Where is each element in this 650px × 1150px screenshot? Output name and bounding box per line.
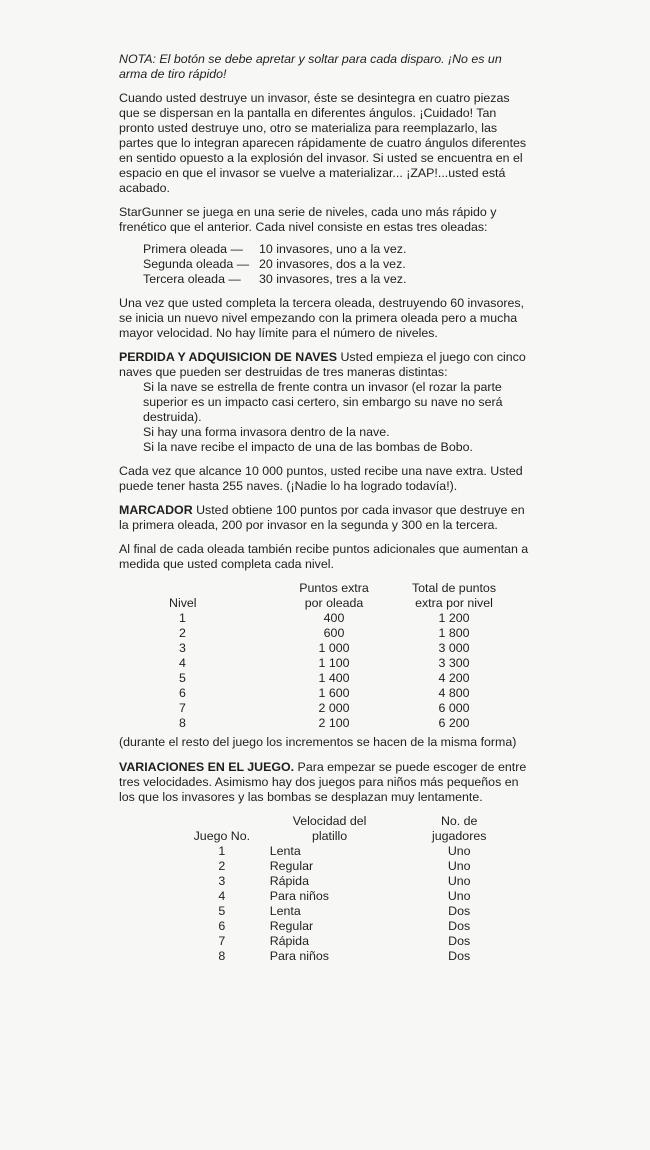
players-cell: Dos [448,934,471,948]
speed-cell: Para niños [269,889,329,903]
level-cell: 4 [179,656,186,670]
table-row [174,859,529,874]
new-level-paragraph: Una vez que usted completa la tercera oleada, destruyendo 60 invasores, se inicia un nuevo nivel empezando con la primera oleada pero a mucha mayor velocidad. No hay límite para el número de niveles. [119,296,525,340]
level-cell: 7 [179,701,186,715]
speed-cell: Para niños [269,949,329,963]
speed-cell: Lenta [269,844,301,858]
extra-cell: 1 600 [318,686,350,700]
col-header-players: jugadores [431,829,487,843]
table-row [174,874,529,889]
extra-cell: 2 100 [318,716,350,730]
table-row [174,844,529,859]
game-cell: 1 [218,844,226,858]
players-cell: Uno [447,844,471,858]
wave-label: Primera oleada — [143,242,243,256]
table-row [174,889,529,904]
wave-desc: 30 invasores, tres a la vez. [259,272,407,286]
level-cell: 3 [179,641,186,655]
extra-cell: 1 400 [318,671,350,685]
levels-paragraph: StarGunner se juega en una serie de niveles, cada uno más rápido y frenético que el anterior. Cada nivel consiste en estas tres oleadas: [119,205,497,234]
bonus-header-row [169,581,514,596]
col-header-total: extra por nivel [415,596,493,610]
extra-ship-paragraph: Cada vez que alcance 10 000 puntos, usted recibe una nave extra. Usted puede tener hasta 255 naves. (¡Nadie lo ha logrado todavía!). [119,464,523,493]
total-cell: 3 000 [438,641,470,655]
bonus-header-row [169,596,514,611]
players-cell: Uno [447,874,471,888]
col-header-speed: Velocidad del [292,814,367,828]
loss-item: Si la nave se estrella de frente contra un invasor (el rozar la parte superior es un impacto casi certero, sin embargo su nave no será destruida). [143,380,503,424]
total-cell: 3 300 [438,656,470,670]
table-row [169,626,514,641]
game-cell: 7 [218,934,226,948]
players-cell: Dos [448,949,471,963]
total-cell: 1 200 [438,611,470,625]
score-paragraph [119,503,529,533]
variations-paragraph [119,760,529,805]
extra-cell: 400 [323,611,345,625]
game-cell: 6 [218,919,226,933]
bonus-paragraph: Al final de cada oleada también recibe puntos adicionales que aumentan a medida que usted completa cada nivel. [119,542,529,571]
speed-cell: Regular [269,919,314,933]
table-row [169,641,514,656]
game-cell: 4 [218,889,226,903]
total-cell: 6 200 [438,716,470,730]
game-header-row [174,814,529,829]
table-row [169,716,514,731]
speed-cell: Lenta [269,904,301,918]
loss-list [143,380,529,455]
wave-item [143,257,529,272]
bonus-table [169,581,514,731]
game-header-row [174,829,529,844]
level-cell: 5 [179,671,186,685]
total-cell: 6 000 [438,701,470,715]
loss-item: Si la nave recibe el impacto de una de las bombas de Bobo. [143,440,473,454]
game-cell: 5 [218,904,226,918]
loss-text: Usted empieza el juego con cinco naves que pueden ser destruidas de tres maneras distintas: [119,350,526,379]
extra-cell: 600 [323,626,345,640]
table-row [174,904,529,919]
game-cell: 8 [218,949,226,963]
extra-cell: 1 000 [318,641,350,655]
table-row [174,934,529,949]
wave-item [143,272,529,287]
wave-desc: 10 invasores, uno a la vez. [259,242,407,256]
destroy-paragraph: Cuando usted destruye un invasor, éste se desintegra en cuatro piezas que se dispersan en la pantalla en diferentes ángulos. ¡Cuidado! Tan pronto usted destruye uno, otro se materializa para reemplazarlo, las partes que lo integran aparecen rápidamente de cuatro ángulos diferentes en sentido opuesto a la explosión del invasor. Si usted se encuentra en el espacio en que el invasor se vuelve a materializar... ¡ZAP!...usted está acabado. [119,91,527,195]
variations-text: Para empezar se puede escoger de entre tres velocidades. Asimismo hay dos juegos para niños más pequeños en los que los invasores y las bombas se desplazan muy lentamente. [119,760,527,804]
level-cell: 6 [179,686,186,700]
level-cell: 2 [179,626,186,640]
col-header-extra: por oleada [304,596,364,610]
col-header-extra: Puntos extra [299,581,369,595]
speed-cell: Rápida [269,874,309,888]
players-cell: Dos [448,919,471,933]
score-heading: MARCADOR [119,503,193,517]
col-header-game: Juego No. [193,829,251,843]
table-row [169,656,514,671]
level-cell: 8 [179,716,186,730]
wave-label: Segunda oleada — [143,257,250,271]
total-cell: 4 200 [438,671,470,685]
table-row [169,686,514,701]
col-header-speed: platillo [311,829,348,843]
col-header-total: Total de puntos [411,581,497,595]
score-text: Usted obtiene 100 puntos por cada invasor que destruye en la primera oleada, 200 por invasor en la segunda y 300 en la tercera. [119,503,525,532]
table-row [174,919,529,934]
game-cell: 3 [218,874,226,888]
game-table [174,814,529,964]
note-paragraph: NOTA: El botón se debe apretar y soltar para cada disparo. ¡No es un arma de tiro rápido! [119,52,502,81]
speed-cell: Rápida [269,934,309,948]
table-row [169,701,514,716]
waves-list [143,242,529,287]
extra-cell: 1 100 [318,656,350,670]
level-cell: 1 [179,611,186,625]
text-column [119,52,529,964]
remark-paragraph: (durante el resto del juego los incrementos se hacen de la misma forma) [119,735,517,749]
wave-desc: 20 invasores, dos a la vez. [259,257,406,271]
total-cell: 4 800 [438,686,470,700]
extra-cell: 2 000 [318,701,350,715]
players-cell: Uno [447,889,471,903]
speed-cell: Regular [269,859,314,873]
table-row [169,671,514,686]
wave-item [143,242,529,257]
variations-heading: VARIACIONES EN EL JUEGO. [119,760,295,774]
loss-item: Si hay una forma invasora dentro de la nave. [143,425,390,439]
table-row [169,611,514,626]
loss-heading: PERDIDA Y ADQUISICION DE NAVES [119,350,338,364]
loss-paragraph [119,350,529,380]
total-cell: 1 800 [438,626,470,640]
wave-label: Tercera oleada — [143,272,241,286]
table-row [174,949,529,964]
players-cell: Uno [447,859,471,873]
col-header-players: No. de [440,814,478,828]
players-cell: Dos [448,904,471,918]
game-cell: 2 [218,859,226,873]
col-header-level: Nivel [169,596,197,610]
